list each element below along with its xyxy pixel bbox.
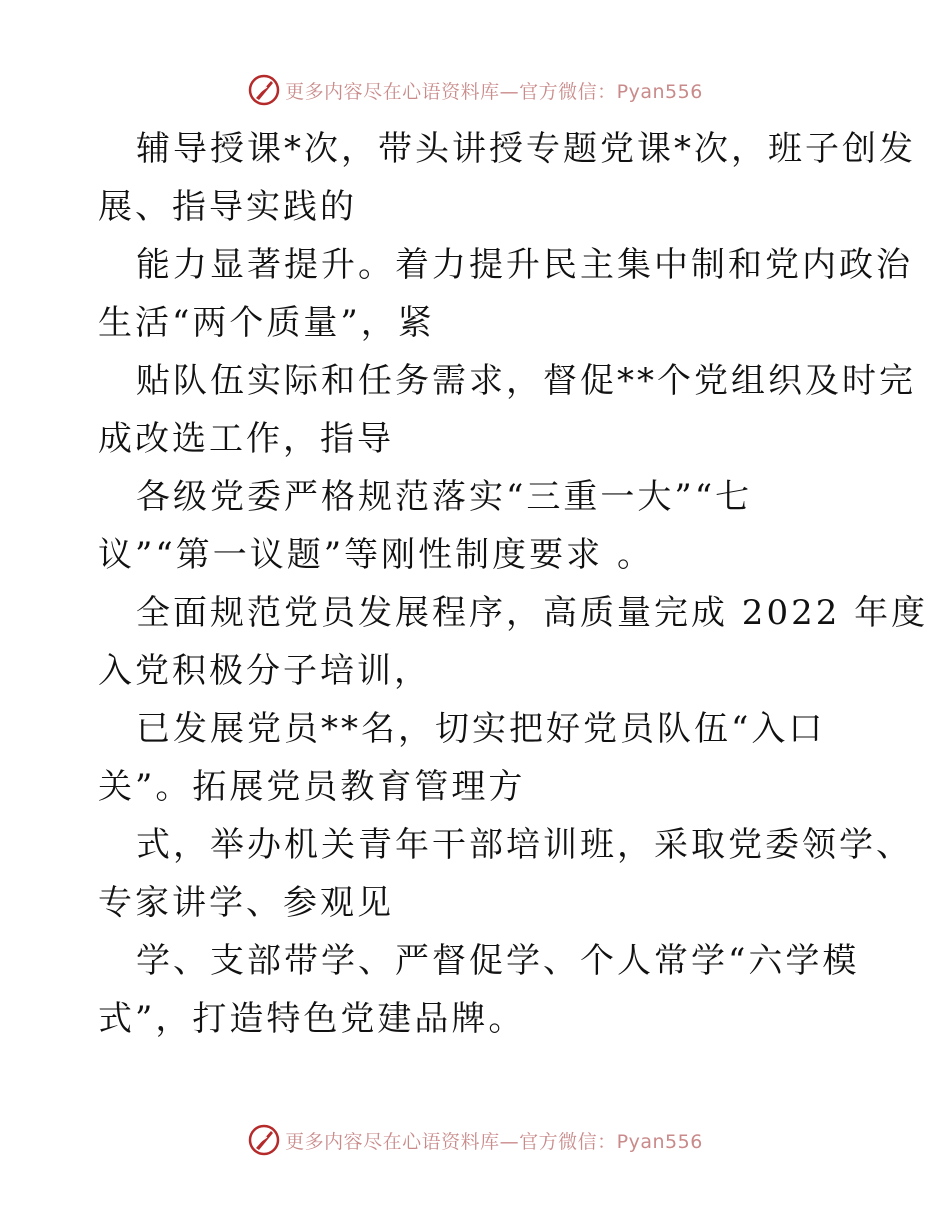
header-banner-text: 更多内容尽在心语资料库—官方微信：Pyan556 (285, 80, 703, 103)
body-line: 议”“第一议题”等刚性制度要求 。 (98, 535, 654, 575)
body-line: 专家讲学、参观见 (98, 883, 394, 923)
body-line: 各级党委严格规范落实“三重一大”“七 (136, 477, 753, 517)
body-line: 学、支部带学、严督促学、个人常学“六学模 (136, 941, 860, 981)
footer-banner (0, 1120, 950, 1160)
body-line: 生活“两个质量”，紧 (98, 303, 435, 343)
body-line: 式”，打造特色党建品牌。 (98, 999, 526, 1039)
body-line: 成改选工作，指导 (98, 419, 394, 459)
body-line: 辅导授课*次，带头讲授专题党课*次，班子创发 (136, 129, 916, 169)
body-line: 关”。拓展党员教育管理方 (98, 767, 526, 807)
body-line: 式，举办机关青年干部培训班，采取党委领学、 (136, 825, 913, 865)
body-line: 贴队伍实际和任务需求，督促**个党组织及时完 (136, 361, 916, 401)
quill-logo-icon (247, 73, 281, 107)
header-banner (0, 70, 950, 110)
body-line: 能力显著提升。着力提升民主集中制和党内政治 (136, 245, 913, 285)
body-line: 展、指导实践的 (98, 187, 357, 227)
document-body (98, 120, 929, 1048)
body-line: 入党积极分子培训， (98, 651, 431, 691)
body-line: 已发展党员**名，切实把好党员队伍“入口 (136, 709, 826, 749)
quill-logo-icon (247, 1123, 281, 1157)
footer-banner-text: 更多内容尽在心语资料库—官方微信：Pyan556 (285, 1130, 703, 1153)
body-line: 全面规范党员发展程序，高质量完成 2022 年度 (136, 593, 929, 633)
